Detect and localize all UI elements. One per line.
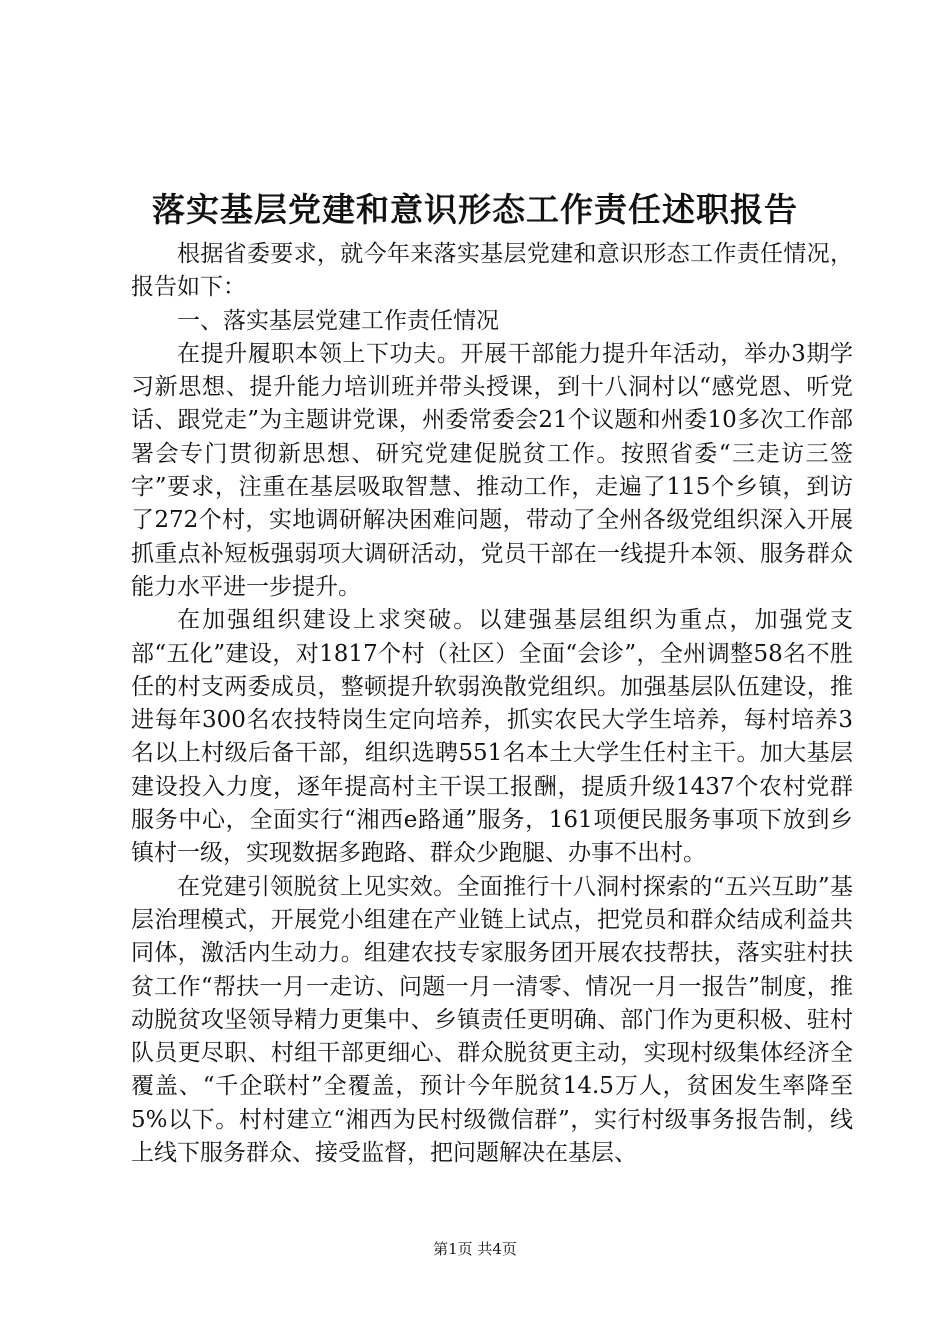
document-title: 落实基层党建和意识形态工作责任述职报告 [152, 190, 798, 229]
intro-paragraph: 根据省委要求，就今年来落实基层党建和意识形态工作责任情况，报告如下： [131, 241, 853, 301]
page-number-footer: 第1页 共4页 [433, 1240, 517, 1258]
document-body [131, 238, 853, 1170]
section-heading: 一、落实基层党建工作责任情况 [177, 307, 499, 334]
body-paragraph: 在党建引领脱贫上见实效。全面推行十八洞村探索的“五兴互助”基层治理模式，开展党小组建在产业链上试点，把党员和群众结成利益共同体，激活内生动力。组建农技专家服务团开展农技帮扶，落实驻村扶贫工作“帮扶一月一走访、问题一月一清零、情况一月一报告”制度，推动脱贫攻坚领导精力更集中、乡镇责任更明确、部门作为更积极、驻村队员更尽职、村组干部更细心、群众脱贫更主动，实现村级集体经济全覆盖、“千企联村”全覆盖，预计今年脱贫14.5万人，贫困发生率降至5%以下。村村建立“湘西为民村级微信群”，实行村级事务报告制，线上线下服务群众、接受监督，把问题解决在基层、 [131, 873, 853, 1167]
body-paragraph: 在提升履职本领上下功夫。开展干部能力提升年活动，举办3期学习新思想、提升能力培训班并带头授课，到十八洞村以“感党恩、听党话、跟党走”为主题讲党课，州委常委会21个议题和州委10多次工作部署会专门贯彻新思想、研究党建促脱贫工作。按照省委“三走访三签字”要求，注重在基层吸取智慧、推动工作，走遍了115个乡镇，到访了272个村，实地调研解决困难问题，带动了全州各级党组织深入开展抓重点补短板强弱项大调研活动，党员干部在一线提升本领、服务群众能力水平进一步提升。 [131, 340, 853, 600]
body-paragraph: 在加强组织建设上求突破。以建强基层组织为重点，加强党支部“五化”建设，对1817个村（社区）全面“会诊”，全州调整58名不胜任的村支两委成员，整顿提升软弱涣散党组织。加强基层队伍建设，推进每年300名农技特岗生定向培养，抓实农民大学生培养，每村培养3名以上村级后备干部，组织选聘551名本土大学生任村主干。加大基层建设投入力度，逐年提高村主干误工报酬，提质升级1437个农村党群服务中心，全面实行“湘西e路通”服务，161项便民服务事项下放到乡镇村一级，实现数据多跑路、群众少跑腿、办事不出村。 [131, 607, 853, 867]
